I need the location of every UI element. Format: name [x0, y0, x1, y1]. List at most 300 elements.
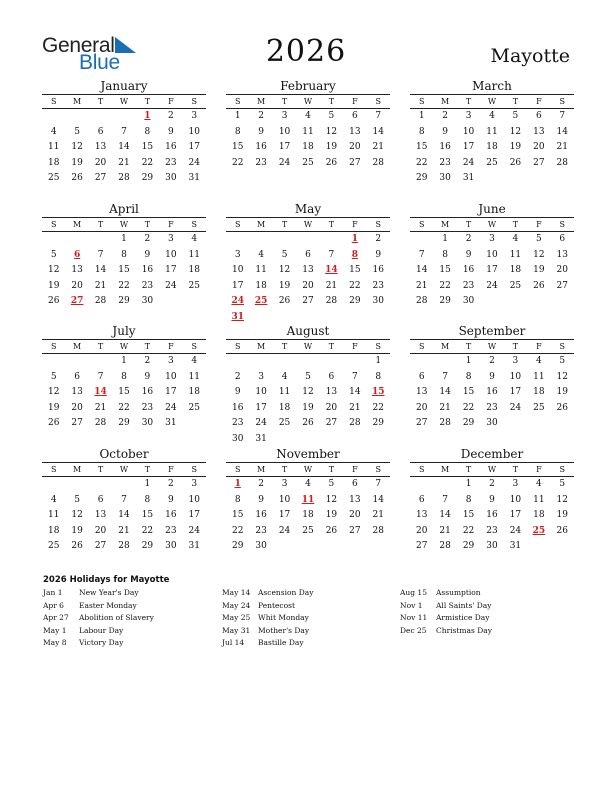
day-cell: 16: [141, 387, 154, 397]
day-cell: 8: [465, 371, 472, 382]
day-cell: 7: [442, 494, 448, 505]
day-cell: 27: [94, 173, 107, 183]
month-name: December: [460, 447, 524, 461]
day-cell: 27: [415, 541, 428, 551]
weekday-label: S: [50, 97, 57, 106]
empty-cell: [226, 354, 249, 370]
holiday-date: Nov 11: [400, 613, 428, 622]
day-cell: 24: [462, 157, 475, 168]
day-grid: [226, 354, 390, 447]
day-cell: 3: [281, 111, 288, 121]
holiday-entry: [43, 625, 154, 638]
day-cell: 11: [47, 142, 60, 152]
weekday-label: M: [73, 465, 82, 474]
day-cell: 18: [278, 402, 291, 413]
weekday-label: T: [328, 465, 335, 474]
day-cell: 5: [281, 249, 288, 260]
day-cell: 20: [94, 525, 107, 536]
holiday-entry: [400, 600, 492, 613]
day-cell: 14: [415, 265, 428, 275]
day-cell: 20: [94, 157, 107, 168]
day-cell: 27: [415, 418, 428, 428]
weekday-label: M: [257, 97, 266, 106]
day-cell: 13: [556, 249, 568, 260]
day-cell: 22: [439, 280, 451, 291]
day-cell: 20: [415, 402, 428, 413]
day-cell: 7: [375, 111, 382, 121]
day-cell: 30: [165, 173, 177, 183]
day-cell: 24: [509, 402, 522, 413]
month-october: [42, 447, 206, 555]
day-cell: 6: [74, 371, 80, 382]
day-cell: 23: [372, 280, 384, 291]
weekday-label: M: [257, 465, 266, 474]
day-cell: 13: [94, 510, 107, 520]
day-cell: 24: [165, 280, 177, 291]
month-may: [226, 202, 390, 325]
day-cell: 27: [94, 541, 107, 551]
day-cell: 8: [121, 249, 127, 260]
day-cell: 18: [47, 525, 60, 536]
weekday-label: S: [234, 220, 241, 229]
day-cell: 25: [278, 418, 291, 428]
day-cell: 11: [188, 371, 200, 382]
weekday-header: [410, 339, 574, 354]
country-name: Mayotte: [490, 45, 570, 67]
day-cell: 19: [71, 157, 83, 168]
day-cell: 12: [533, 249, 545, 260]
day-cell: 19: [71, 525, 83, 536]
holiday-entry: [43, 637, 154, 650]
day-cell: 11: [533, 371, 545, 382]
day-cell: 29: [141, 541, 154, 551]
weekday-header: [410, 217, 574, 232]
weekday-label: M: [441, 220, 450, 229]
day-cell: 21: [118, 525, 130, 536]
holiday-day-cell: 27: [70, 296, 84, 306]
day-cell: 26: [71, 541, 83, 551]
day-cell: 6: [351, 111, 358, 121]
day-cell: 6: [351, 479, 358, 489]
day-cell: 8: [418, 126, 425, 137]
day-cell: 31: [509, 541, 522, 551]
holiday-column: [400, 587, 492, 637]
day-cell: 20: [349, 142, 361, 152]
day-cell: 16: [439, 142, 451, 152]
day-cell: 20: [349, 510, 361, 520]
day-cell: 8: [375, 371, 382, 382]
day-cell: 26: [509, 157, 522, 168]
day-cell: 11: [302, 126, 314, 137]
weekday-label: S: [191, 220, 198, 229]
day-cell: 13: [71, 387, 83, 397]
weekday-label: T: [465, 220, 472, 229]
day-cell: 29: [231, 541, 244, 551]
weekday-header: [226, 94, 390, 109]
day-cell: 30: [462, 296, 475, 306]
day-cell: 24: [278, 525, 291, 536]
day-cell: 15: [415, 142, 428, 152]
day-cell: 26: [71, 173, 83, 183]
day-cell: 28: [349, 418, 361, 428]
day-cell: 27: [533, 157, 545, 168]
weekday-label: M: [257, 220, 266, 229]
day-cell: 17: [278, 142, 291, 152]
holiday-list-title: 2026 Holidays for Mayotte: [43, 575, 170, 585]
day-cell: 14: [372, 126, 384, 137]
day-cell: 1: [465, 356, 472, 366]
day-cell: 21: [372, 142, 384, 152]
holiday-name: Armistice Day: [436, 613, 490, 622]
day-cell: 10: [486, 249, 498, 260]
month-name: June: [478, 202, 506, 216]
day-grid: [42, 477, 206, 555]
holiday-day-cell: 25: [254, 296, 268, 306]
day-cell: 19: [556, 510, 568, 520]
day-cell: 18: [188, 387, 200, 397]
holiday-name: Mother's Day: [258, 625, 310, 635]
day-cell: 13: [71, 265, 83, 275]
day-cell: 11: [255, 265, 267, 275]
day-cell: 17: [165, 265, 177, 275]
holiday-day-cell: 14: [325, 265, 338, 275]
day-cell: 6: [418, 494, 425, 505]
day-cell: 12: [47, 387, 60, 397]
day-cell: 13: [415, 387, 428, 397]
day-cell: 3: [281, 479, 288, 489]
day-cell: 4: [535, 479, 542, 489]
weekday-label: M: [73, 342, 82, 351]
day-cell: 26: [325, 525, 338, 536]
day-cell: 23: [141, 280, 154, 291]
day-cell: 6: [328, 371, 335, 382]
day-cell: 28: [439, 541, 451, 551]
holiday-name: New Year's Day: [79, 588, 139, 597]
day-cell: 4: [258, 249, 264, 260]
month-july: [42, 324, 206, 432]
day-cell: 23: [165, 157, 177, 168]
holiday-date: Apr 6: [43, 600, 64, 610]
weekday-label: S: [375, 465, 382, 474]
day-cell: 23: [141, 402, 154, 413]
day-grid: [42, 232, 206, 310]
weekday-label: W: [487, 220, 497, 229]
empty-cell: [112, 477, 135, 493]
day-cell: 26: [278, 296, 291, 306]
day-cell: 30: [165, 541, 177, 551]
weekday-label: W: [487, 97, 497, 106]
weekday-label: M: [73, 220, 82, 229]
day-cell: 4: [535, 356, 542, 366]
day-cell: 12: [278, 265, 291, 275]
month-name: November: [276, 447, 340, 461]
day-cell: 10: [278, 126, 291, 137]
day-cell: 5: [328, 111, 335, 121]
empty-cell: [42, 232, 65, 248]
weekday-label: W: [119, 97, 129, 106]
day-cell: 11: [47, 510, 60, 520]
day-cell: 29: [439, 296, 451, 306]
day-cell: 14: [118, 142, 130, 152]
day-cell: 19: [278, 280, 291, 291]
day-cell: 5: [512, 111, 519, 121]
day-cell: 7: [97, 371, 104, 382]
weekday-label: F: [352, 220, 358, 229]
day-cell: 28: [556, 157, 568, 168]
holiday-name: Pentecost: [258, 600, 296, 610]
day-grid: [226, 232, 390, 325]
empty-cell: [433, 354, 456, 370]
weekday-label: S: [559, 342, 566, 351]
day-cell: 16: [165, 142, 177, 152]
holiday-date: May 25: [222, 613, 251, 622]
day-cell: 16: [231, 402, 244, 413]
empty-cell: [296, 354, 319, 370]
weekday-label: S: [559, 220, 566, 229]
month-name: January: [100, 79, 148, 93]
day-cell: 26: [325, 157, 338, 168]
holiday-date: Apr 27: [43, 613, 69, 622]
day-cell: 8: [465, 494, 472, 505]
day-cell: 13: [325, 387, 338, 397]
holiday-date: May 1: [43, 625, 67, 635]
month-name: September: [458, 324, 526, 338]
day-cell: 5: [559, 356, 566, 366]
day-cell: 27: [71, 418, 83, 428]
day-cell: 4: [512, 234, 519, 244]
day-cell: 10: [278, 494, 291, 505]
weekday-label: M: [441, 342, 450, 351]
day-cell: 25: [47, 173, 60, 183]
day-cell: 10: [165, 249, 177, 260]
day-cell: 14: [439, 510, 451, 520]
day-cell: 15: [231, 142, 244, 152]
day-cell: 13: [415, 510, 428, 520]
day-cell: 31: [188, 541, 200, 551]
day-cell: 30: [439, 173, 451, 183]
day-cell: 21: [349, 402, 361, 413]
month-august: [226, 324, 390, 447]
holiday-day-cell: 6: [74, 249, 81, 260]
day-cell: 26: [533, 280, 545, 291]
weekday-label: T: [281, 97, 288, 106]
day-cell: 10: [188, 494, 200, 505]
holiday-day-cell: 24: [231, 296, 244, 306]
day-cell: 18: [302, 510, 314, 520]
day-cell: 21: [94, 280, 107, 291]
weekday-label: S: [50, 465, 57, 474]
day-cell: 3: [258, 371, 264, 382]
day-cell: 12: [302, 387, 314, 397]
empty-cell: [42, 109, 65, 125]
day-cell: 1: [442, 234, 448, 244]
day-cell: 18: [533, 510, 545, 520]
day-cell: 5: [559, 479, 566, 489]
day-cell: 2: [144, 356, 151, 366]
day-cell: 20: [533, 142, 545, 152]
weekday-label: M: [441, 97, 450, 106]
day-cell: 17: [462, 142, 475, 152]
day-cell: 25: [509, 280, 522, 291]
day-cell: 22: [231, 157, 244, 168]
month-name: October: [99, 447, 149, 461]
day-cell: 15: [462, 387, 475, 397]
day-cell: 21: [94, 402, 107, 413]
day-cell: 11: [486, 126, 498, 137]
holiday-date: Aug 15: [400, 588, 427, 597]
day-cell: 29: [118, 418, 130, 428]
day-cell: 4: [305, 111, 311, 121]
day-cell: 23: [165, 525, 177, 536]
empty-cell: [249, 232, 272, 248]
day-cell: 15: [118, 387, 130, 397]
day-cell: 28: [118, 173, 130, 183]
day-cell: 21: [415, 280, 428, 291]
day-grid: [226, 109, 390, 171]
day-cell: 8: [234, 126, 241, 137]
day-cell: 7: [442, 371, 448, 382]
day-cell: 11: [188, 249, 200, 260]
day-cell: 3: [465, 111, 472, 121]
empty-cell: [296, 232, 319, 248]
day-cell: 25: [533, 402, 545, 413]
weekday-header: [42, 339, 206, 354]
day-cell: 19: [509, 142, 522, 152]
day-cell: 20: [71, 402, 83, 413]
empty-cell: [89, 232, 112, 248]
day-cell: 4: [281, 371, 288, 382]
day-cell: 1: [465, 479, 472, 489]
weekday-label: M: [257, 342, 266, 351]
day-cell: 10: [462, 126, 475, 137]
day-cell: 20: [556, 265, 568, 275]
day-cell: 1: [121, 356, 127, 366]
day-cell: 25: [188, 280, 200, 291]
day-cell: 9: [465, 249, 472, 260]
logo-text-general: General: [42, 34, 115, 57]
day-cell: 13: [302, 265, 314, 275]
day-cell: 17: [509, 510, 522, 520]
day-cell: 11: [278, 387, 291, 397]
holiday-name: Easter Monday: [79, 600, 137, 610]
weekday-label: W: [487, 342, 497, 351]
day-cell: 4: [305, 479, 311, 489]
day-cell: 3: [191, 111, 198, 121]
day-cell: 17: [165, 387, 177, 397]
day-cell: 8: [442, 249, 448, 260]
holiday-name: Whit Monday: [258, 613, 309, 622]
day-cell: 7: [418, 249, 425, 260]
weekday-label: T: [512, 220, 519, 229]
day-cell: 20: [71, 280, 83, 291]
holiday-date: Nov 1: [400, 600, 423, 610]
day-cell: 2: [258, 479, 264, 489]
weekday-header: [42, 462, 206, 477]
weekday-label: S: [375, 220, 382, 229]
month-name: March: [472, 79, 512, 93]
day-cell: 13: [94, 142, 107, 152]
day-cell: 5: [305, 371, 311, 382]
day-cell: 28: [439, 418, 451, 428]
day-cell: 25: [47, 541, 60, 551]
day-cell: 27: [349, 525, 361, 536]
day-cell: 3: [167, 356, 174, 366]
day-cell: 16: [462, 265, 475, 275]
holiday-day-cell: 25: [532, 525, 546, 536]
day-cell: 24: [278, 157, 291, 168]
holiday-date: May 14: [222, 588, 251, 597]
day-cell: 14: [372, 494, 384, 505]
empty-cell: [410, 232, 433, 248]
day-cell: 15: [462, 510, 475, 520]
weekday-label: F: [168, 465, 174, 474]
day-cell: 21: [556, 142, 568, 152]
day-cell: 15: [349, 265, 361, 275]
weekday-label: F: [536, 465, 542, 474]
empty-cell: [112, 109, 135, 125]
empty-cell: [89, 477, 112, 493]
holiday-name: Victory Day: [79, 638, 124, 647]
weekday-label: S: [559, 97, 566, 106]
day-cell: 2: [167, 111, 174, 121]
weekday-label: T: [281, 465, 288, 474]
day-cell: 26: [556, 402, 568, 413]
holiday-name: Ascension Day: [258, 588, 314, 597]
day-cell: 5: [535, 234, 542, 244]
day-cell: 23: [255, 525, 267, 536]
month-february: [226, 79, 390, 171]
holiday-list: [43, 573, 583, 647]
day-cell: 3: [512, 479, 519, 489]
weekday-label: T: [328, 220, 335, 229]
weekday-label: T: [281, 342, 288, 351]
day-cell: 27: [302, 296, 314, 306]
empty-cell: [249, 354, 272, 370]
day-cell: 28: [325, 296, 338, 306]
month-january: [42, 79, 206, 187]
holiday-column: [222, 587, 313, 650]
day-cell: 24: [188, 525, 200, 536]
holiday-name: All Saints' Day: [436, 600, 492, 610]
empty-cell: [433, 477, 456, 493]
day-cell: 1: [121, 234, 127, 244]
day-cell: 17: [509, 387, 522, 397]
day-cell: 30: [255, 541, 267, 551]
day-cell: 4: [191, 356, 198, 366]
holiday-entry: [222, 637, 313, 650]
day-cell: 27: [556, 280, 568, 291]
day-cell: 3: [489, 234, 495, 244]
day-grid: [410, 477, 574, 555]
month-name: August: [286, 324, 330, 338]
weekday-label: S: [375, 342, 382, 351]
day-cell: 9: [167, 126, 174, 137]
weekday-label: S: [418, 465, 425, 474]
holiday-entry: [43, 612, 154, 625]
day-cell: 4: [191, 234, 198, 244]
holiday-entry: [222, 625, 313, 638]
day-cell: 16: [255, 142, 267, 152]
day-cell: 6: [97, 494, 104, 505]
holiday-date: Dec 25: [400, 625, 427, 635]
empty-cell: [42, 477, 65, 493]
weekday-label: T: [465, 465, 472, 474]
day-cell: 14: [118, 510, 130, 520]
day-cell: 14: [439, 387, 451, 397]
empty-cell: [65, 232, 88, 248]
holiday-entry: [43, 587, 154, 600]
day-cell: 5: [50, 371, 57, 382]
